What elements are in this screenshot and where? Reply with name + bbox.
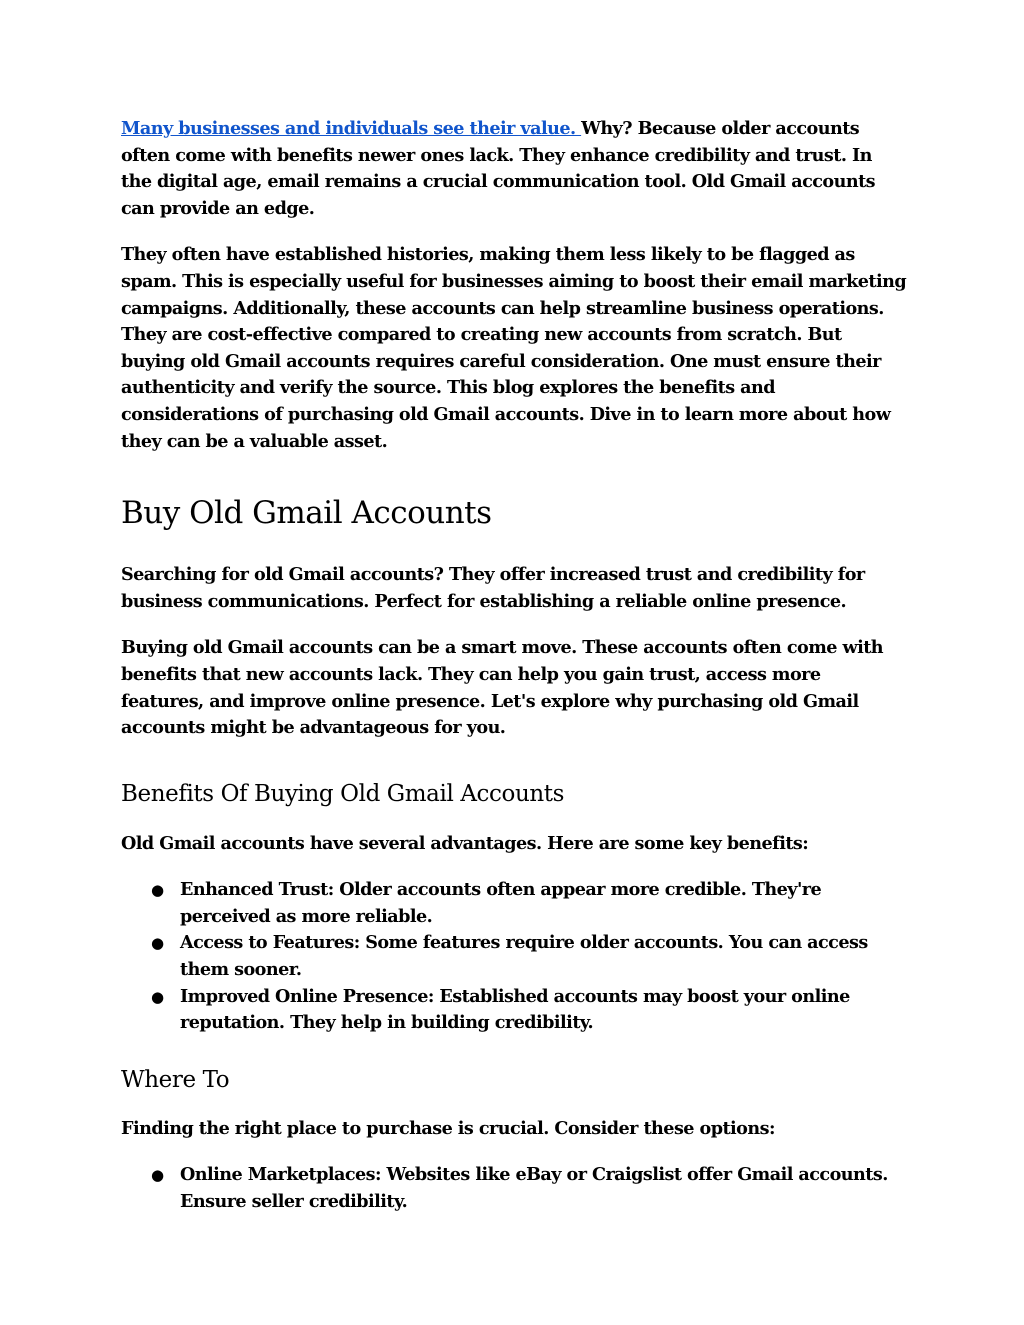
list-item-text: Enhanced Trust: Older accounts often appear more credible. They're perceived as more reliable. (180, 879, 822, 927)
benefits-intro: Old Gmail accounts have several advantages. Here are some key benefits: (121, 832, 809, 854)
value-link[interactable]: Many businesses and individuals see their value. (121, 118, 582, 139)
heading-buy-old-gmail-accounts: Buy Old Gmail Accounts (121, 495, 492, 532)
bullet-icon: ● (151, 1166, 164, 1185)
heading-where-to: Where To (121, 1066, 230, 1093)
heading-benefits: Benefits Of Buying Old Gmail Accounts (121, 780, 565, 807)
where-list (121, 1162, 907, 1215)
list-item-text: Access to Features: Some features require older accounts. You can access them sooner. (180, 932, 868, 981)
bullet-icon: ● (151, 881, 164, 900)
buy-paragraph-2: Buying old Gmail accounts can be a smart move. These accounts often come with benefits that new accounts lack. They can help you gain trust, access more features, and improve online presence. Let's explore why purchasing old Gmail accounts might be advantageous for you. (121, 637, 884, 739)
list-item (121, 930, 907, 983)
bullet-icon: ● (151, 987, 164, 1006)
bullet-icon: ● (151, 934, 164, 953)
buy-paragraph-1: Searching for old Gmail accounts? They offer increased trust and credibility for business communications. Perfect for establishing a reliable online presence. (121, 564, 865, 612)
list-item (121, 1162, 907, 1215)
document-page (121, 116, 907, 1216)
intro-paragraph-2: They often have established histories, making them less likely to be flagged as spam. This is especially useful for businesses aiming to boost their email marketing campaigns. Additionally, these accounts can help streamline business operations. They are cost-effective compared to creating new accounts from scratch. But buying old Gmail accounts requires careful consideration. One must ensure their authenticity and verify the source. This blog explores the benefits and considerations of purchasing old Gmail accounts. Dive in to learn more about how they can be a valuable asset. (121, 244, 907, 452)
intro-paragraph (121, 116, 907, 222)
list-item-text: Online Marketplaces: Websites like eBay or Craigslist offer Gmail accounts. Ensure seller credibility. (180, 1164, 888, 1213)
list-item-text: Improved Online Presence: Established accounts may boost your online reputation. They help in building credibility. (180, 985, 850, 1034)
list-item (121, 984, 907, 1037)
where-intro: Finding the right place to purchase is crucial. Consider these options: (121, 1117, 775, 1139)
intro-paragraph-text: Why? Because older accounts often come with benefits newer ones lack. They enhance credibility and trust. In the digital age, email remains a crucial communication tool. Old Gmail accounts can provide an edge. (121, 118, 876, 219)
benefits-list (121, 877, 907, 1037)
list-item (121, 877, 907, 930)
